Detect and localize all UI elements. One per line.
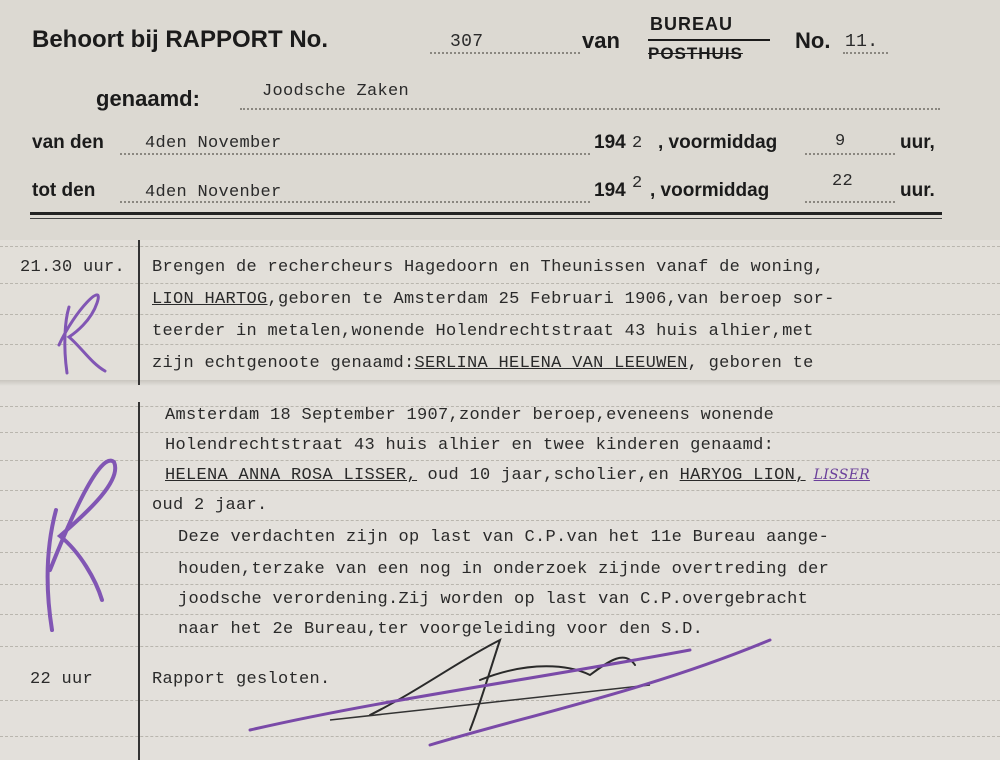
entry-line-12: naar het 2e Bureau,ter voorgeleiding voor den S.D. (178, 620, 704, 639)
bureau-label: BUREAU (650, 14, 734, 34)
entry-line-10: houden,terzake van een nog in onderzoek zijnde overtreding der (178, 560, 830, 579)
belongs-label: Behoort bij RAPPORT No. (32, 26, 328, 53)
to-hour: 22 (832, 172, 854, 191)
ruled-line (0, 490, 1000, 491)
handwritten-lisser: LISSER (813, 467, 870, 483)
entry-line-5: Amsterdam 18 September 1907,zonder beroep,eveneens wonende (165, 406, 775, 425)
header-double-rule-2 (30, 218, 942, 219)
entry-line-11: joodsche verordening.Zij worden op last van C.P.overgebracht (178, 590, 809, 609)
report-number-dots (430, 52, 580, 54)
ruled-line (0, 614, 1000, 615)
person-name-serlina: SERLINA HELENA VAN LEEUWEN (414, 354, 688, 373)
to-label: tot den (32, 180, 96, 201)
entry-line-7-mid: oud 10 jaar,scholier,en (417, 466, 680, 485)
entry-line-4-end: , geboren te (687, 354, 814, 373)
ruled-line (0, 432, 1000, 433)
ruled-line (0, 584, 1000, 585)
office-number: 11. (845, 32, 879, 52)
to-year-digit: 2 (632, 174, 643, 193)
from-year-prefix: 194 (594, 132, 626, 153)
ruled-line (0, 520, 1000, 521)
from-hour-dots (805, 153, 895, 155)
from-time-label: , voormiddag (658, 132, 778, 153)
entry-line-4 (152, 354, 814, 373)
van-label: van (582, 28, 620, 53)
margin-line-bottom (138, 402, 140, 760)
ruled-line (0, 314, 1000, 315)
entry-line-8: oud 2 jaar. (152, 496, 268, 515)
from-label: van den (32, 132, 104, 153)
ruled-line (0, 344, 1000, 345)
to-year-prefix: 194 (594, 180, 626, 201)
from-date-dots (120, 153, 590, 155)
margin-line-top (138, 240, 140, 385)
entry-line-3: teerder in metalen,wonende Holendrechtstraat 43 huis alhier,met (152, 322, 814, 341)
entry-line-1: Brengen de rechercheurs Hagedoorn en Theunissen vanaf de woning, (152, 258, 825, 277)
from-year-digit: 2 (632, 134, 643, 153)
ruled-line (0, 460, 1000, 461)
to-time-label: , voormiddag (650, 180, 770, 201)
ruled-line (0, 246, 1000, 247)
person-name-helena: HELENA ANNA ROSA LISSER, (165, 466, 418, 485)
entry-line-9: Deze verdachten zijn op last van C.P.van het 11e Bureau aange- (178, 528, 830, 547)
to-date: 4den Novenber (145, 183, 282, 202)
entry-time-2: 22 uur (30, 670, 94, 689)
ruled-line (0, 283, 1000, 284)
entry-line-2-rest: ,geboren te Amsterdam 25 Februari 1906,van beroep sor- (267, 290, 835, 309)
ruled-line (0, 552, 1000, 553)
entry-line-6: Holendrechtstraat 43 huis alhier en twee kinderen genaamd: (165, 436, 775, 455)
posthuis-label: POSTHUIS (648, 44, 743, 63)
person-name-lion-hartog: LION HARTOG (152, 290, 268, 309)
genaamd-label: genaamd: (96, 86, 200, 111)
from-hour: 9 (835, 132, 846, 151)
entry-line-4-start: zijn echtgenoote genaamd: (152, 354, 415, 373)
from-uur: uur, (900, 132, 935, 153)
purple-r-mark-bottom (30, 440, 130, 640)
no-label: No. (795, 28, 831, 53)
entry-line-2 (152, 290, 835, 309)
to-hour-dots (805, 201, 895, 203)
entry-line-7 (165, 466, 870, 485)
subject: Joodsche Zaken (262, 82, 410, 101)
office-number-dots (843, 52, 888, 54)
to-uur: uur. (900, 180, 935, 201)
fold-shadow (0, 380, 1000, 386)
bureau-divider (648, 39, 770, 41)
entry-line-13: Rapport gesloten. (152, 670, 331, 689)
header-double-rule (30, 212, 942, 215)
report-number: 307 (450, 32, 484, 52)
subject-dots (240, 108, 940, 110)
from-date: 4den November (145, 134, 282, 153)
person-name-haryog: HARYOG LION, (679, 466, 806, 485)
signature-scribble (230, 620, 790, 760)
purple-r-mark-top (45, 285, 125, 385)
entry-time-1: 21.30 uur. (20, 258, 126, 277)
